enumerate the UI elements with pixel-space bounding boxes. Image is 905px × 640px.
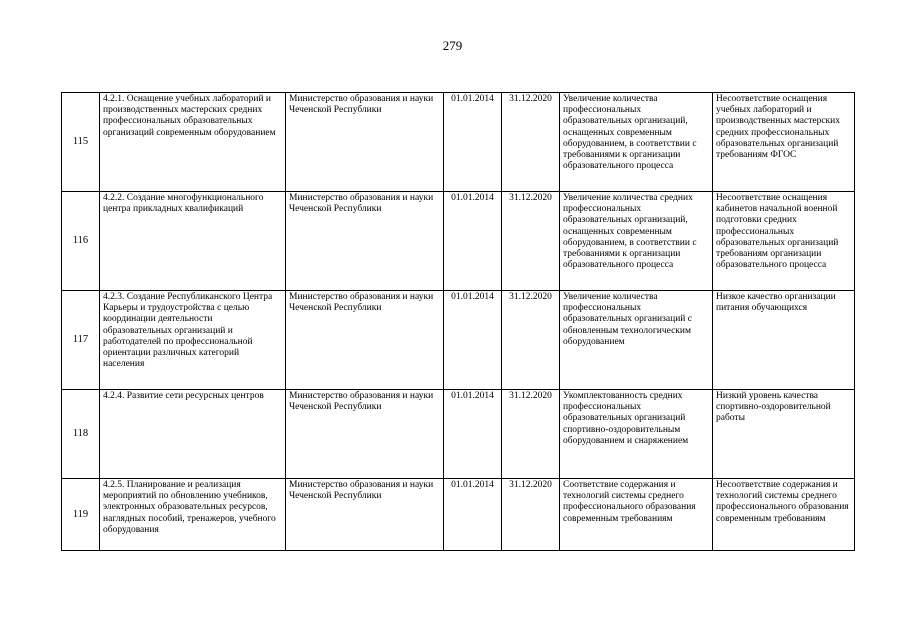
expected-result: Увеличение количества средних профессиональных образовательных организаций, оснащенных современным оборудованием, в соответствии с требованиями к организации образовательного процесса	[560, 192, 713, 291]
event-name: 4.2.4. Развитие сети ресурсных центров	[100, 390, 286, 479]
table-row	[62, 390, 855, 479]
responsible-executor: Министерство образования и науки Чеченской Республики	[286, 192, 444, 291]
row-number: 115	[62, 93, 100, 192]
responsible-executor: Министерство образования и науки Чеченской Республики	[286, 390, 444, 479]
event-name: 4.2.3. Создание Республиканского Центра Карьеры и трудоустройства с целью координации деятельности образовательных организаций и работодателей по профессиональной ориентации различных категорий населения	[100, 291, 286, 390]
end-date: 31.12.2020	[502, 291, 560, 390]
responsible-executor: Министерство образования и науки Чеченской Республики	[286, 479, 444, 551]
end-date: 31.12.2020	[502, 390, 560, 479]
expected-result: Укомплектованность средних профессиональных образовательных организаций спортивно-оздоровительным оборудованием и снаряжением	[560, 390, 713, 479]
expected-result: Увеличение количества профессиональных образовательных организаций, оснащенных современным оборудованием, в соответствии с требованиями к организации образовательного процесса	[560, 93, 713, 192]
table-row	[62, 192, 855, 291]
event-name: 4.2.1. Оснащение учебных лабораторий и производственных мастерских средних профессиональных образовательных организаций современным оборудованием	[100, 93, 286, 192]
start-date: 01.01.2014	[444, 93, 502, 192]
start-date: 01.01.2014	[444, 291, 502, 390]
page-number: 279	[442, 38, 463, 53]
event-name: 4.2.5. Планирование и реализация мероприятий по обновлению учебников, электронных образовательных ресурсов, наглядных пособий, тренажеров, учебного оборудования	[100, 479, 286, 551]
end-date: 31.12.2020	[502, 93, 560, 192]
non-implementation-consequence: Несоответствие содержания и технологий системы среднего профессионального образования современным требованиям	[713, 479, 855, 551]
non-implementation-consequence: Несоответствие оснащения учебных лабораторий и производственных мастерских средних профессиональных образовательных организаций требованиям ФГОС	[713, 93, 855, 192]
table-row	[62, 479, 855, 551]
non-implementation-consequence: Низкое качество организации питания обучающихся	[713, 291, 855, 390]
expected-result: Увеличение количества профессиональных образовательных организаций с обновленным технологическим оборудованием	[560, 291, 713, 390]
row-number: 118	[62, 390, 100, 479]
start-date: 01.01.2014	[444, 192, 502, 291]
start-date: 01.01.2014	[444, 390, 502, 479]
non-implementation-consequence: Низкий уровень качества спортивно-оздоровительной работы	[713, 390, 855, 479]
non-implementation-consequence: Несоответствие оснащения кабинетов начальной военной подготовки средних профессиональных образовательных организаций требованиям организации образовательного процесса	[713, 192, 855, 291]
program-events-table	[61, 92, 855, 551]
table-row	[62, 291, 855, 390]
row-number: 117	[62, 291, 100, 390]
end-date: 31.12.2020	[502, 479, 560, 551]
row-number: 119	[62, 479, 100, 551]
table-row	[62, 93, 855, 192]
end-date: 31.12.2020	[502, 192, 560, 291]
row-number: 116	[62, 192, 100, 291]
start-date: 01.01.2014	[444, 479, 502, 551]
responsible-executor: Министерство образования и науки Чеченской Республики	[286, 291, 444, 390]
expected-result: Соответствие содержания и технологий системы среднего профессионального образования современным требованиям	[560, 479, 713, 551]
responsible-executor: Министерство образования и науки Чеченской Республики	[286, 93, 444, 192]
event-name: 4.2.2. Создание многофункционального центра прикладных квалификаций	[100, 192, 286, 291]
